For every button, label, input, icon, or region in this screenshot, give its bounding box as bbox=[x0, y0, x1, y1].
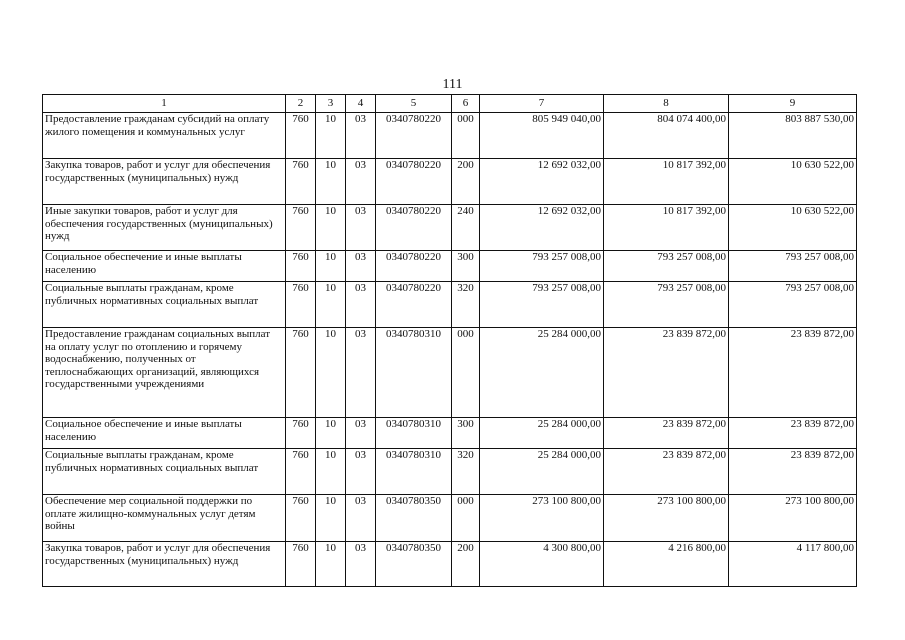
row-code-6: 200 bbox=[452, 159, 480, 205]
row-amount-8: 23 839 872,00 bbox=[604, 328, 729, 418]
row-amount-7: 793 257 008,00 bbox=[480, 282, 604, 328]
table-header-row bbox=[43, 95, 857, 113]
row-code-2: 760 bbox=[286, 251, 316, 282]
row-code-4: 03 bbox=[346, 159, 376, 205]
column-header-7: 7 bbox=[480, 95, 604, 113]
column-header-4: 4 bbox=[346, 95, 376, 113]
row-code-3: 10 bbox=[316, 542, 346, 587]
row-code-4: 03 bbox=[346, 282, 376, 328]
row-amount-9: 793 257 008,00 bbox=[729, 282, 857, 328]
row-name: Закупка товаров, работ и услуг для обеспечения государственных (муниципальных) нужд bbox=[43, 159, 286, 205]
row-amount-9: 273 100 800,00 bbox=[729, 495, 857, 542]
row-code-3: 10 bbox=[316, 418, 346, 449]
row-code-5: 0340780220 bbox=[376, 113, 452, 159]
row-code-5: 0340780220 bbox=[376, 282, 452, 328]
row-amount-9: 23 839 872,00 bbox=[729, 449, 857, 495]
row-code-2: 760 bbox=[286, 449, 316, 495]
row-name: Предоставление гражданам субсидий на оплату жилого помещения и коммунальных услуг bbox=[43, 113, 286, 159]
row-amount-9: 793 257 008,00 bbox=[729, 251, 857, 282]
table-row bbox=[43, 205, 857, 251]
row-amount-8: 4 216 800,00 bbox=[604, 542, 729, 587]
row-code-2: 760 bbox=[286, 542, 316, 587]
row-code-6: 000 bbox=[452, 328, 480, 418]
row-code-4: 03 bbox=[346, 449, 376, 495]
row-code-5: 0340780310 bbox=[376, 449, 452, 495]
row-code-4: 03 bbox=[346, 205, 376, 251]
row-code-4: 03 bbox=[346, 328, 376, 418]
row-code-6: 320 bbox=[452, 282, 480, 328]
row-code-3: 10 bbox=[316, 328, 346, 418]
row-code-3: 10 bbox=[316, 251, 346, 282]
row-code-2: 760 bbox=[286, 495, 316, 542]
row-amount-7: 12 692 032,00 bbox=[480, 159, 604, 205]
row-name: Закупка товаров, работ и услуг для обеспечения государственных (муниципальных) нужд bbox=[43, 542, 286, 587]
column-header-6: 6 bbox=[452, 95, 480, 113]
row-code-6: 320 bbox=[452, 449, 480, 495]
row-amount-7: 12 692 032,00 bbox=[480, 205, 604, 251]
row-code-4: 03 bbox=[346, 113, 376, 159]
row-code-5: 0340780350 bbox=[376, 542, 452, 587]
row-code-2: 760 bbox=[286, 328, 316, 418]
row-amount-7: 4 300 800,00 bbox=[480, 542, 604, 587]
row-amount-8: 23 839 872,00 bbox=[604, 449, 729, 495]
row-code-2: 760 bbox=[286, 205, 316, 251]
row-amount-8: 793 257 008,00 bbox=[604, 282, 729, 328]
row-code-3: 10 bbox=[316, 449, 346, 495]
row-code-6: 000 bbox=[452, 495, 480, 542]
row-amount-8: 804 074 400,00 bbox=[604, 113, 729, 159]
row-name: Социальное обеспечение и иные выплаты населению bbox=[43, 418, 286, 449]
row-code-4: 03 bbox=[346, 418, 376, 449]
row-code-5: 0340780310 bbox=[376, 418, 452, 449]
column-header-1: 1 bbox=[43, 95, 286, 113]
row-amount-7: 25 284 000,00 bbox=[480, 418, 604, 449]
row-name: Социальные выплаты гражданам, кроме публичных нормативных социальных выплат bbox=[43, 449, 286, 495]
row-amount-7: 793 257 008,00 bbox=[480, 251, 604, 282]
row-code-5: 0340780310 bbox=[376, 328, 452, 418]
row-code-2: 760 bbox=[286, 282, 316, 328]
table-body bbox=[43, 113, 857, 587]
column-header-9: 9 bbox=[729, 95, 857, 113]
column-header-8: 8 bbox=[604, 95, 729, 113]
row-code-6: 200 bbox=[452, 542, 480, 587]
row-amount-8: 23 839 872,00 bbox=[604, 418, 729, 449]
row-amount-8: 793 257 008,00 bbox=[604, 251, 729, 282]
row-code-4: 03 bbox=[346, 542, 376, 587]
row-amount-7: 273 100 800,00 bbox=[480, 495, 604, 542]
column-header-3: 3 bbox=[316, 95, 346, 113]
row-amount-8: 273 100 800,00 bbox=[604, 495, 729, 542]
row-amount-9: 803 887 530,00 bbox=[729, 113, 857, 159]
row-code-2: 760 bbox=[286, 418, 316, 449]
row-code-6: 240 bbox=[452, 205, 480, 251]
row-code-4: 03 bbox=[346, 495, 376, 542]
row-code-5: 0340780220 bbox=[376, 251, 452, 282]
row-code-3: 10 bbox=[316, 495, 346, 542]
row-code-6: 300 bbox=[452, 418, 480, 449]
budget-table bbox=[42, 94, 857, 587]
row-code-5: 0340780220 bbox=[376, 205, 452, 251]
row-amount-9: 4 117 800,00 bbox=[729, 542, 857, 587]
row-name: Социальное обеспечение и иные выплаты населению bbox=[43, 251, 286, 282]
row-amount-9: 23 839 872,00 bbox=[729, 328, 857, 418]
row-code-3: 10 bbox=[316, 282, 346, 328]
table-row bbox=[43, 449, 857, 495]
row-name: Предоставление гражданам социальных выплат на оплату услуг по отоплению и горячему водоснабжению, полученных от теплоснабжающих организаций, являющихся государственными учреждениями bbox=[43, 328, 286, 418]
row-amount-8: 10 817 392,00 bbox=[604, 205, 729, 251]
row-amount-8: 10 817 392,00 bbox=[604, 159, 729, 205]
row-amount-7: 805 949 040,00 bbox=[480, 113, 604, 159]
column-header-2: 2 bbox=[286, 95, 316, 113]
row-code-3: 10 bbox=[316, 159, 346, 205]
row-code-2: 760 bbox=[286, 113, 316, 159]
row-amount-7: 25 284 000,00 bbox=[480, 328, 604, 418]
table-row bbox=[43, 251, 857, 282]
row-amount-7: 25 284 000,00 bbox=[480, 449, 604, 495]
row-amount-9: 10 630 522,00 bbox=[729, 159, 857, 205]
row-code-4: 03 bbox=[346, 251, 376, 282]
row-code-6: 300 bbox=[452, 251, 480, 282]
table-row bbox=[43, 113, 857, 159]
page-number: 111 bbox=[442, 77, 463, 92]
row-code-5: 0340780350 bbox=[376, 495, 452, 542]
row-code-3: 10 bbox=[316, 205, 346, 251]
row-code-2: 760 bbox=[286, 159, 316, 205]
row-amount-9: 10 630 522,00 bbox=[729, 205, 857, 251]
row-name: Обеспечение мер социальной поддержки по оплате жилищно-коммунальных услуг детям войны bbox=[43, 495, 286, 542]
table-row bbox=[43, 159, 857, 205]
column-header-5: 5 bbox=[376, 95, 452, 113]
row-amount-9: 23 839 872,00 bbox=[729, 418, 857, 449]
row-code-3: 10 bbox=[316, 113, 346, 159]
row-code-6: 000 bbox=[452, 113, 480, 159]
row-code-5: 0340780220 bbox=[376, 159, 452, 205]
row-name: Иные закупки товаров, работ и услуг для обеспечения государственных (муниципальных) нужд bbox=[43, 205, 286, 251]
table-row bbox=[43, 282, 857, 328]
table-row bbox=[43, 418, 857, 449]
table-row bbox=[43, 495, 857, 542]
table-row bbox=[43, 328, 857, 418]
row-name: Социальные выплаты гражданам, кроме публичных нормативных социальных выплат bbox=[43, 282, 286, 328]
table-row bbox=[43, 542, 857, 587]
